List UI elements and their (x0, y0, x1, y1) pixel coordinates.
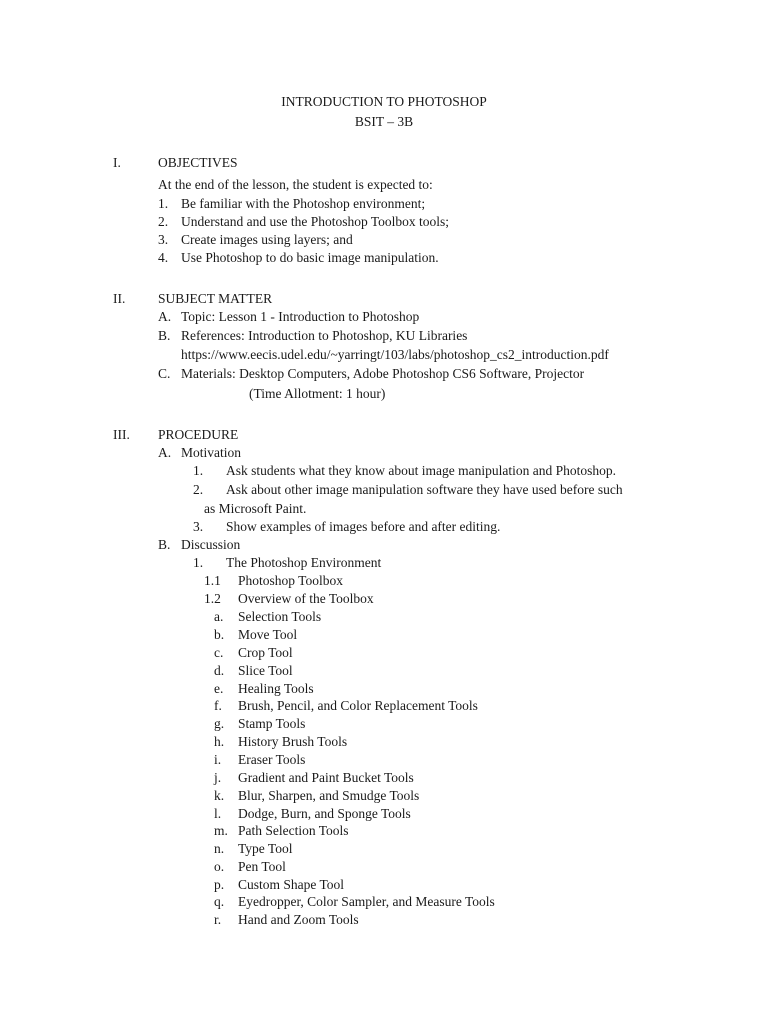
tool-item: Type Tool (238, 841, 293, 856)
list-letter: n. (214, 841, 225, 856)
document-subtitle: BSIT – 3B (354, 114, 414, 129)
list-letter: g. (214, 716, 225, 731)
list-number: 2. (158, 214, 169, 229)
time-allotment: (Time Allotment: 1 hour) (249, 386, 386, 401)
objective-item: Create images using layers; and (181, 232, 353, 247)
tool-item: History Brush Tools (238, 734, 348, 749)
list-letter: q. (214, 894, 225, 909)
list-number: 1.2 (204, 591, 221, 606)
section-heading-procedure: PROCEDURE (158, 427, 239, 442)
motivation-label: Motivation (181, 445, 241, 460)
list-letter: C. (158, 366, 171, 381)
discussion-subitem: Photoshop Toolbox (238, 573, 343, 588)
tool-item: Eyedropper, Color Sampler, and Measure Tools (238, 894, 495, 909)
tool-item: Path Selection Tools (238, 823, 349, 838)
subject-references: References: Introduction to Photoshop, KU Libraries (181, 328, 468, 343)
tool-item: Blur, Sharpen, and Smudge Tools (238, 788, 420, 803)
list-letter: B. (158, 328, 171, 343)
list-number: 3. (193, 519, 204, 534)
subject-materials: Materials: Desktop Computers, Adobe Photoshop CS6 Software, Projector (181, 366, 585, 381)
list-letter: m. (214, 823, 228, 838)
tool-item: Selection Tools (238, 609, 322, 624)
list-number: 1. (193, 555, 204, 570)
section-numeral: II. (113, 291, 126, 306)
tool-item: Brush, Pencil, and Color Replacement Tools (238, 698, 478, 713)
list-letter: h. (214, 734, 225, 749)
objectives-intro: At the end of the lesson, the student is expected to: (158, 177, 433, 192)
list-letter: A. (158, 309, 172, 324)
discussion-subheading: The Photoshop Environment (226, 555, 382, 570)
list-number: 4. (158, 250, 169, 265)
list-letter: B. (158, 537, 171, 552)
list-letter: d. (214, 663, 225, 678)
list-letter: e. (214, 681, 224, 696)
section-numeral: III. (113, 427, 130, 442)
subject-topic: Topic: Lesson 1 - Introduction to Photoshop (181, 309, 420, 324)
tool-item: Hand and Zoom Tools (238, 912, 359, 927)
list-letter: r. (214, 912, 222, 927)
list-number: 1.1 (204, 573, 221, 588)
list-letter: l. (214, 806, 222, 821)
objective-item: Use Photoshop to do basic image manipulation. (181, 250, 439, 265)
discussion-label: Discussion (181, 537, 241, 552)
section-heading-objectives: OBJECTIVES (158, 155, 238, 170)
list-number: 1. (158, 196, 169, 211)
tool-item: Move Tool (238, 627, 298, 642)
document-title: INTRODUCTION TO PHOTOSHOP (281, 94, 487, 109)
motivation-item: Ask students what they know about image manipulation and Photoshop. (226, 463, 616, 478)
list-letter: f. (214, 698, 222, 713)
motivation-item: Show examples of images before and after editing. (226, 519, 501, 534)
tool-item: Healing Tools (238, 681, 314, 696)
tool-item: Stamp Tools (238, 716, 306, 731)
list-letter: p. (214, 877, 225, 892)
list-number: 3. (158, 232, 169, 247)
tool-item: Gradient and Paint Bucket Tools (238, 770, 414, 785)
list-letter: j. (214, 770, 222, 785)
reference-url: https://www.eecis.udel.edu/~yarringt/103/labs/photoshop_cs2_introduction.pdf (181, 347, 609, 362)
section-heading-subject-matter: SUBJECT MATTER (158, 291, 273, 306)
list-letter: k. (214, 788, 225, 803)
list-letter: b. (214, 627, 225, 642)
list-number: 2. (193, 482, 204, 497)
objective-item: Be familiar with the Photoshop environment; (181, 196, 426, 211)
list-letter: c. (214, 645, 224, 660)
tool-item: Slice Tool (238, 663, 293, 678)
motivation-item: Ask about other image manipulation software they have used before such (226, 482, 623, 497)
tool-item: Pen Tool (238, 859, 286, 874)
list-number: 1. (193, 463, 204, 478)
list-letter: o. (214, 859, 225, 874)
section-numeral: I. (113, 155, 121, 170)
discussion-subitem: Overview of the Toolbox (238, 591, 374, 606)
tool-item: Dodge, Burn, and Sponge Tools (238, 806, 411, 821)
list-letter: A. (158, 445, 172, 460)
list-letter: i. (214, 752, 222, 767)
objective-item: Understand and use the Photoshop Toolbox tools; (181, 214, 450, 229)
tool-item: Custom Shape Tool (238, 877, 345, 892)
list-letter: a. (214, 609, 224, 624)
motivation-item-continuation: as Microsoft Paint. (204, 501, 307, 516)
tool-item: Eraser Tools (238, 752, 306, 767)
tool-item: Crop Tool (238, 645, 293, 660)
